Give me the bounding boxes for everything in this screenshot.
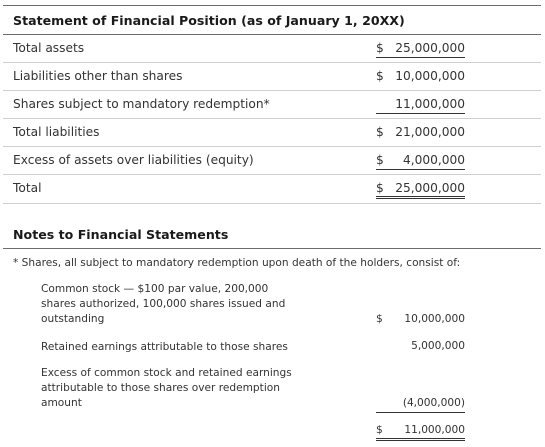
statement-title-rule (3, 34, 541, 35)
note-label: Excess of common stock and retained earnings attributable to those shares over redemption amount (41, 367, 292, 409)
note-label: Common stock — $100 par value, 200,000 shares authorized, 100,000 shares issued and outstanding (41, 283, 286, 325)
row-divider (3, 62, 541, 63)
row-divider (3, 203, 541, 204)
note-amount: (4,000,000) (376, 397, 465, 413)
note-amount: $ 10,000,000 (376, 313, 465, 325)
row-amount: $ 25,000,000 (376, 181, 465, 199)
row-amount: $ 4,000,000 (376, 153, 465, 170)
note-amount: 5,000,000 (411, 340, 465, 352)
row-label: Excess of assets over liabilities (equity) (13, 153, 254, 167)
statement-title: Statement of Financial Position (as of January 1, 20XX) (13, 13, 405, 28)
row-label: Shares subject to mandatory redemption* (13, 97, 270, 111)
row-label: Total assets (13, 41, 85, 55)
row-label: Total liabilities (13, 125, 100, 139)
footnote: * Shares, all subject to mandatory redemption upon death of the holders, consist of: (13, 257, 461, 269)
row-divider (3, 146, 541, 147)
top-rule (3, 5, 541, 6)
note-amount: $ 11,000,000 (376, 424, 465, 441)
note-label: Retained earnings attributable to those shares (41, 341, 288, 353)
row-divider (3, 90, 541, 91)
row-amount: 11,000,000 (376, 97, 465, 114)
row-divider (3, 118, 541, 119)
row-amount: $ 25,000,000 (376, 41, 465, 58)
notes-title-rule (3, 248, 541, 249)
row-amount: $ 10,000,000 (376, 69, 465, 83)
notes-title: Notes to Financial Statements (13, 227, 229, 242)
row-amount: $ 21,000,000 (376, 125, 465, 139)
row-label: Total (13, 181, 42, 195)
row-label: Liabilities other than shares (13, 69, 183, 83)
row-divider (3, 174, 541, 175)
